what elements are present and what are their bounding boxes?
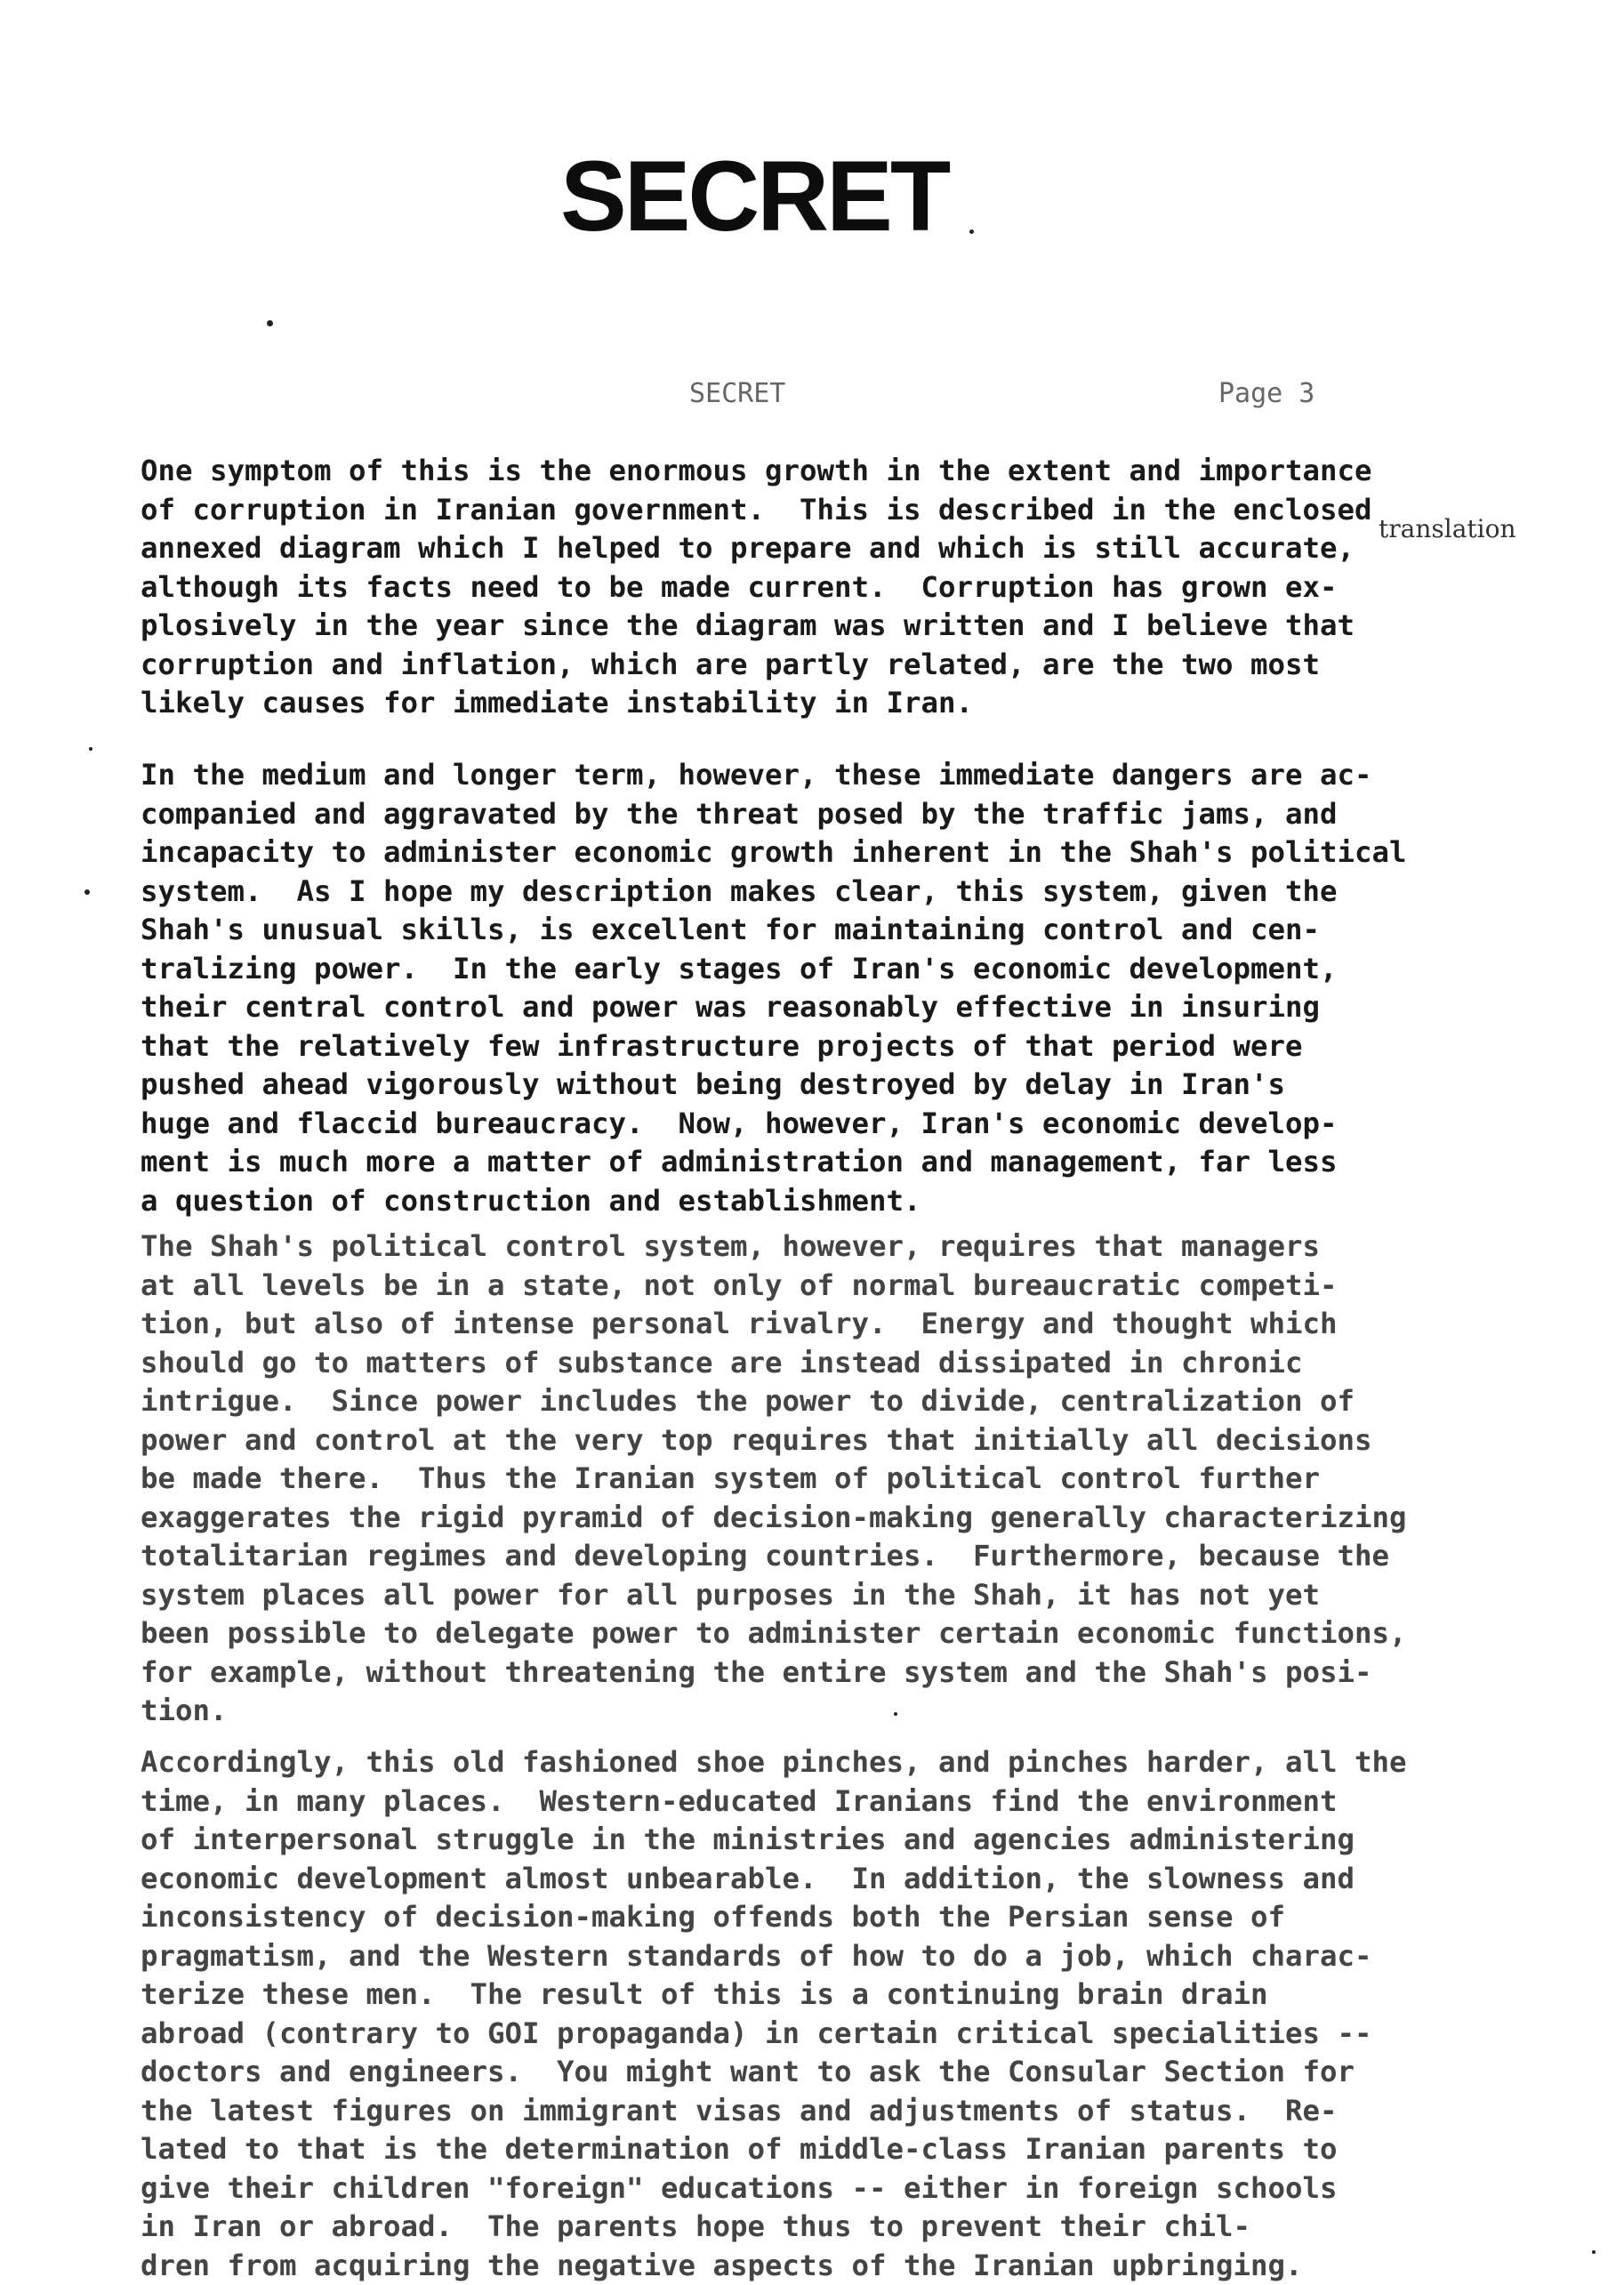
text-line: should go to matters of substance are instead dissipated in chronic xyxy=(141,1344,1492,1383)
text-line: terize these men. The result of this is a continuing brain drain xyxy=(141,1975,1492,2015)
text-line: although its facts need to be made current. Corruption has grown ex- xyxy=(141,568,1492,607)
text-line: annexed diagram which I helped to prepare and which is still accurate, xyxy=(141,529,1492,568)
paragraph-3 xyxy=(141,1227,1492,1731)
page-number: Page 3 xyxy=(1218,378,1314,409)
text-line: totalitarian regimes and developing countries. Furthermore, because the xyxy=(141,1537,1492,1576)
text-line: pragmatism, and the Western standards of how to do a job, which charac- xyxy=(141,1937,1492,1976)
text-line: system. As I hope my description makes clear, this system, given the xyxy=(141,873,1492,912)
text-line: inconsistency of decision-making offends both the Persian sense of xyxy=(141,1898,1492,1937)
text-line: One symptom of this is the enormous growth in the extent and importance xyxy=(141,452,1492,491)
scan-speck xyxy=(267,320,273,326)
text-line: dren from acquiring the negative aspects of the Iranian upbringing. xyxy=(141,2247,1492,2285)
text-line: tralizing power. In the early stages of Iran's economic development, xyxy=(141,950,1492,989)
text-line: be made there. Thus the Iranian system of political control further xyxy=(141,1460,1492,1499)
text-line: been possible to delegate power to administer certain economic functions, xyxy=(141,1614,1492,1653)
text-line: Accordingly, this old fashioned shoe pinches, and pinches harder, all the xyxy=(141,1743,1492,1782)
text-line: The Shah's political control system, however, requires that managers xyxy=(141,1227,1492,1267)
scan-speck xyxy=(969,229,974,234)
text-line: pushed ahead vigorously without being destroyed by delay in Iran's xyxy=(141,1066,1492,1105)
text-line: huge and flaccid bureaucracy. Now, however, Iran's economic develop- xyxy=(141,1105,1492,1144)
text-line: tion, but also of intense personal rivalry. Energy and thought which xyxy=(141,1305,1492,1344)
text-line: system places all power for all purposes in the Shah, it has not yet xyxy=(141,1576,1492,1615)
text-line: the latest figures on immigrant visas and adjustments of status. Re- xyxy=(141,2092,1492,2131)
text-line: that the relatively few infrastructure projects of that period were xyxy=(141,1027,1492,1066)
text-line: likely causes for immediate instability in Iran. xyxy=(141,684,1492,723)
text-line: Shah's unusual skills, is excellent for maintaining control and cen- xyxy=(141,911,1492,950)
text-line: plosively in the year since the diagram was written and I believe that xyxy=(141,607,1492,646)
text-line: at all levels be in a state, not only of normal bureaucratic competi- xyxy=(141,1267,1492,1306)
text-line: abroad (contrary to GOI propaganda) in certain critical specialities -- xyxy=(141,2015,1492,2054)
text-line: economic development almost unbearable. In addition, the slowness and xyxy=(141,1860,1492,1899)
header-classification: SECRET xyxy=(689,378,785,409)
text-line: power and control at the very top requires that initially all decisions xyxy=(141,1421,1492,1460)
margin-annotation: translation xyxy=(1379,514,1515,543)
paragraph-4 xyxy=(141,1743,1492,2285)
paragraph-1 xyxy=(141,452,1492,723)
scan-speck xyxy=(84,889,90,895)
text-line: tion. xyxy=(141,1692,1492,1731)
text-line: ment is much more a matter of administration and management, far less xyxy=(141,1143,1492,1182)
text-line: companied and aggravated by the threat posed by the traffic jams, and xyxy=(141,795,1492,834)
scan-speck xyxy=(89,747,92,751)
text-line: of corruption in Iranian government. This is described in the enclosed xyxy=(141,491,1492,530)
text-line: of interpersonal struggle in the ministries and agencies administering xyxy=(141,1821,1492,1860)
text-line: their central control and power was reasonably effective in insuring xyxy=(141,988,1492,1027)
text-line: a question of construction and establishment. xyxy=(141,1182,1492,1221)
text-line: exaggerates the rigid pyramid of decision-making generally characterizing xyxy=(141,1499,1492,1538)
text-line: corruption and inflation, which are partly related, are the two most xyxy=(141,646,1492,685)
scan-speck xyxy=(1592,2250,1596,2254)
text-line: intrigue. Since power includes the power to divide, centralization of xyxy=(141,1382,1492,1421)
text-line: incapacity to administer economic growth inherent in the Shah's political xyxy=(141,833,1492,873)
text-line: lated to that is the determination of middle-class Iranian parents to xyxy=(141,2130,1492,2169)
text-line: time, in many places. Western-educated Iranians find the environment xyxy=(141,1782,1492,1822)
text-line: In the medium and longer term, however, these immediate dangers are ac- xyxy=(141,756,1492,795)
scan-speck xyxy=(894,1712,897,1716)
text-line: give their children "foreign" educations -- either in foreign schools xyxy=(141,2169,1492,2209)
paragraph-2 xyxy=(141,756,1492,1220)
text-line: doctors and engineers. You might want to ask the Consular Section for xyxy=(141,2053,1492,2092)
text-line: for example, without threatening the entire system and the Shah's posi- xyxy=(141,1653,1492,1693)
secret-stamp: SECRET xyxy=(560,147,948,246)
text-line: in Iran or abroad. The parents hope thus to prevent their chil- xyxy=(141,2208,1492,2247)
